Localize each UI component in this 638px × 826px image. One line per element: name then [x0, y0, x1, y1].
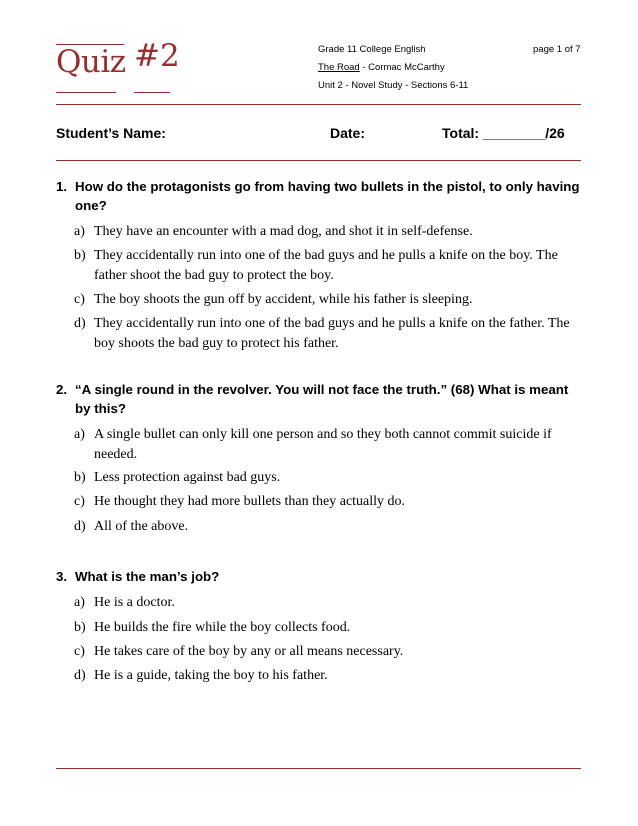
- answer-text: Less protection against bad guys.: [94, 470, 281, 485]
- q3-answer-a: [74, 593, 584, 613]
- book-author: - Cormac McCarthy: [359, 62, 445, 73]
- logo-bottom-rule-left: [56, 92, 116, 93]
- answer-text: They accidentally run into one of the bad guys and he pulls a knife on the father. The boy shoots the bad guy to protect his father.: [94, 316, 570, 351]
- answer-letter: b): [74, 248, 86, 263]
- answer-letter: b): [74, 620, 86, 635]
- book-title: The Road: [318, 62, 360, 73]
- answer-letter: d): [74, 668, 86, 683]
- answer-letter: b): [74, 470, 86, 485]
- answer-text: He thought they had more bullets than they actually do.: [94, 494, 406, 509]
- page-number: page 1 of 7: [533, 44, 581, 55]
- answer-text: He is a doctor.: [94, 595, 175, 610]
- logo-word: Quiz: [56, 44, 126, 80]
- answer-text: The boy shoots the gun off by accident, while his father is sleeping.: [94, 292, 473, 307]
- answer-letter: d): [74, 316, 86, 331]
- logo-number: #2: [134, 38, 180, 74]
- answer-text: They have an encounter with a mad dog, and shot it in self-defense.: [94, 224, 473, 239]
- answer-letter: c): [74, 644, 85, 659]
- q1-answer-c: [74, 290, 584, 310]
- q2-answer-a: [74, 425, 584, 465]
- answer-letter: c): [74, 292, 85, 307]
- question-number: 2.: [56, 382, 68, 397]
- q3-answer-c: [74, 642, 584, 662]
- q2-answer-b: [74, 468, 584, 488]
- answer-text: He takes care of the boy by any or all means necessary.: [94, 644, 404, 659]
- book-line: [318, 62, 445, 73]
- q1-answer-d: [74, 314, 584, 354]
- course-title: Grade 11 College English: [318, 44, 426, 55]
- answer-letter: a): [74, 224, 85, 239]
- answer-letter: d): [74, 519, 86, 534]
- answer-text: All of the above.: [94, 519, 189, 534]
- student-name-label: Student’s Name:: [56, 125, 166, 141]
- q2-answer-c: [74, 492, 584, 512]
- header-divider: [56, 104, 581, 105]
- answer-letter: a): [74, 595, 85, 610]
- q3-answer-d: [74, 666, 584, 686]
- unit-line: Unit 2 - Novel Study - Sections 6-11: [318, 80, 469, 91]
- answer-letter: a): [74, 427, 85, 442]
- q2-answer-d: [74, 517, 584, 537]
- q3-answer-b: [74, 618, 584, 638]
- question-2: [56, 380, 586, 418]
- question-1: [56, 177, 586, 215]
- answer-text: He builds the fire while the boy collects food.: [94, 620, 351, 635]
- q1-answer-b: [74, 246, 584, 286]
- q1-answer-a: [74, 222, 584, 242]
- date-label: Date:: [330, 125, 366, 141]
- total-label: Total: ________/26: [442, 125, 565, 141]
- answer-text: He is a guide, taking the boy to his father.: [94, 668, 328, 683]
- question-text: What is the man’s job?: [75, 569, 220, 584]
- footer-divider: [56, 768, 581, 769]
- question-text: “A single round in the revolver. You will not face the truth.” (68) What is meant by this?: [75, 382, 569, 416]
- info-divider: [56, 160, 581, 161]
- question-number: 3.: [56, 569, 68, 584]
- question-3: [56, 567, 586, 586]
- question-text: How do the protagonists go from having two bullets in the pistol, to only having one?: [75, 179, 580, 213]
- quiz-logo: [56, 38, 180, 98]
- logo-bottom-rule-right: [134, 92, 170, 93]
- answer-text: A single bullet can only kill one person and so they both cannot commit suicide if needed.: [94, 427, 552, 462]
- answer-letter: c): [74, 494, 85, 509]
- question-number: 1.: [56, 179, 68, 194]
- answer-text: They accidentally run into one of the bad guys and he pulls a knife on the boy. The father shoot the bad guy to protect the boy.: [94, 248, 558, 283]
